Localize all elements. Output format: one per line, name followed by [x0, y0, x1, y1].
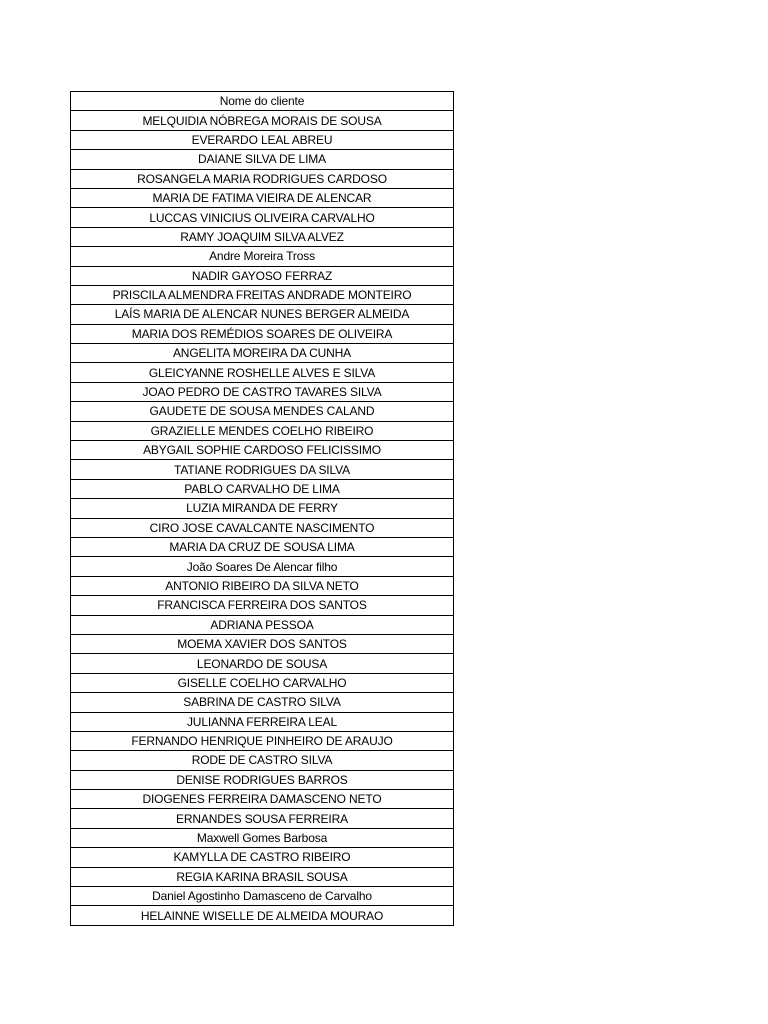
table-row [71, 770, 454, 789]
client-name-cell: ADRIANA PESSOA [71, 615, 454, 634]
table-row [71, 654, 454, 673]
client-name-cell: FRANCISCA FERREIRA DOS SANTOS [71, 596, 454, 615]
client-name-cell: FERNANDO HENRIQUE PINHEIRO DE ARAUJO [71, 731, 454, 750]
client-name-cell: ROSANGELA MARIA RODRIGUES CARDOSO [71, 169, 454, 188]
client-name-cell: CIRO JOSE CAVALCANTE NASCIMENTO [71, 518, 454, 537]
table-row [71, 693, 454, 712]
table-row [71, 208, 454, 227]
table-row [71, 111, 454, 130]
client-name-cell: Andre Moreira Tross [71, 247, 454, 266]
client-name-cell: LAÍS MARIA DE ALENCAR NUNES BERGER ALMEIDA [71, 305, 454, 324]
table-row [71, 848, 454, 867]
client-name-cell: SABRINA DE CASTRO SILVA [71, 693, 454, 712]
table-row [71, 634, 454, 653]
table-row [71, 615, 454, 634]
table-body [71, 111, 454, 925]
client-name-cell: HELAINNE WISELLE DE ALMEIDA MOURAO [71, 906, 454, 925]
table-row [71, 499, 454, 518]
table-row [71, 227, 454, 246]
client-name-cell: MARIA DA CRUZ DE SOUSA LIMA [71, 537, 454, 556]
table-row [71, 518, 454, 537]
table-row [71, 382, 454, 401]
table-row [71, 305, 454, 324]
client-name-cell: NADIR GAYOSO FERRAZ [71, 266, 454, 285]
client-table [70, 91, 454, 926]
client-name-cell: LUZIA MIRANDA DE FERRY [71, 499, 454, 518]
client-name-cell: ABYGAIL SOPHIE CARDOSO FELICISSIMO [71, 441, 454, 460]
client-name-cell: ERNANDES SOUSA FERREIRA [71, 809, 454, 828]
client-name-cell: LUCCAS VINICIUS OLIVEIRA CARVALHO [71, 208, 454, 227]
client-name-cell: ANGELITA MOREIRA DA CUNHA [71, 344, 454, 363]
client-name-cell: GRAZIELLE MENDES COELHO RIBEIRO [71, 421, 454, 440]
client-name-cell: EVERARDO LEAL ABREU [71, 130, 454, 149]
client-name-cell: João Soares De Alencar filho [71, 557, 454, 576]
client-name-cell: JOAO PEDRO DE CASTRO TAVARES SILVA [71, 382, 454, 401]
table-row [71, 828, 454, 847]
table-row [71, 460, 454, 479]
table-header-row [71, 92, 454, 111]
table-row [71, 673, 454, 692]
table-row [71, 266, 454, 285]
client-name-cell: GAUDETE DE SOUSA MENDES CALAND [71, 402, 454, 421]
client-name-cell: RAMY JOAQUIM SILVA ALVEZ [71, 227, 454, 246]
table-row [71, 596, 454, 615]
client-name-cell: MOEMA XAVIER DOS SANTOS [71, 634, 454, 653]
client-name-cell: GLEICYANNE ROSHELLE ALVES E SILVA [71, 363, 454, 382]
client-name-cell: Daniel Agostinho Damasceno de Carvalho [71, 887, 454, 906]
client-name-cell: KAMYLLA DE CASTRO RIBEIRO [71, 848, 454, 867]
client-name-cell: RODE DE CASTRO SILVA [71, 751, 454, 770]
client-name-cell: JULIANNA FERREIRA LEAL [71, 712, 454, 731]
client-name-cell: ANTONIO RIBEIRO DA SILVA NETO [71, 576, 454, 595]
table-row [71, 751, 454, 770]
client-name-cell: GISELLE COELHO CARVALHO [71, 673, 454, 692]
table-row [71, 441, 454, 460]
client-name-cell: MARIA DOS REMÉDIOS SOARES DE OLIVEIRA [71, 324, 454, 343]
document-page [70, 91, 454, 926]
client-name-cell: LEONARDO DE SOUSA [71, 654, 454, 673]
column-header-nome-do-cliente: Nome do cliente [71, 92, 454, 111]
table-row [71, 150, 454, 169]
table-row [71, 809, 454, 828]
table-row [71, 421, 454, 440]
table-row [71, 790, 454, 809]
client-name-cell: Maxwell Gomes Barbosa [71, 828, 454, 847]
table-row [71, 169, 454, 188]
table-row [71, 344, 454, 363]
table-row [71, 363, 454, 382]
table-row [71, 537, 454, 556]
table-row [71, 906, 454, 925]
client-name-cell: MELQUIDIA NÓBREGA MORAIS DE SOUSA [71, 111, 454, 130]
client-name-cell: DENISE RODRIGUES BARROS [71, 770, 454, 789]
table-row [71, 557, 454, 576]
table-row [71, 402, 454, 421]
client-name-cell: DAIANE SILVA DE LIMA [71, 150, 454, 169]
client-name-cell: DIOGENES FERREIRA DAMASCENO NETO [71, 790, 454, 809]
client-name-cell: MARIA DE FATIMA VIEIRA DE ALENCAR [71, 188, 454, 207]
client-name-cell: PABLO CARVALHO DE LIMA [71, 479, 454, 498]
table-row [71, 285, 454, 304]
table-row [71, 247, 454, 266]
table-row [71, 731, 454, 750]
table-row [71, 712, 454, 731]
table-row [71, 324, 454, 343]
table-row [71, 887, 454, 906]
table-row [71, 479, 454, 498]
table-row [71, 867, 454, 886]
client-name-cell: REGIA KARINA BRASIL SOUSA [71, 867, 454, 886]
table-row [71, 576, 454, 595]
table-row [71, 130, 454, 149]
table-row [71, 188, 454, 207]
client-name-cell: TATIANE RODRIGUES DA SILVA [71, 460, 454, 479]
client-name-cell: PRISCILA ALMENDRA FREITAS ANDRADE MONTEIRO [71, 285, 454, 304]
